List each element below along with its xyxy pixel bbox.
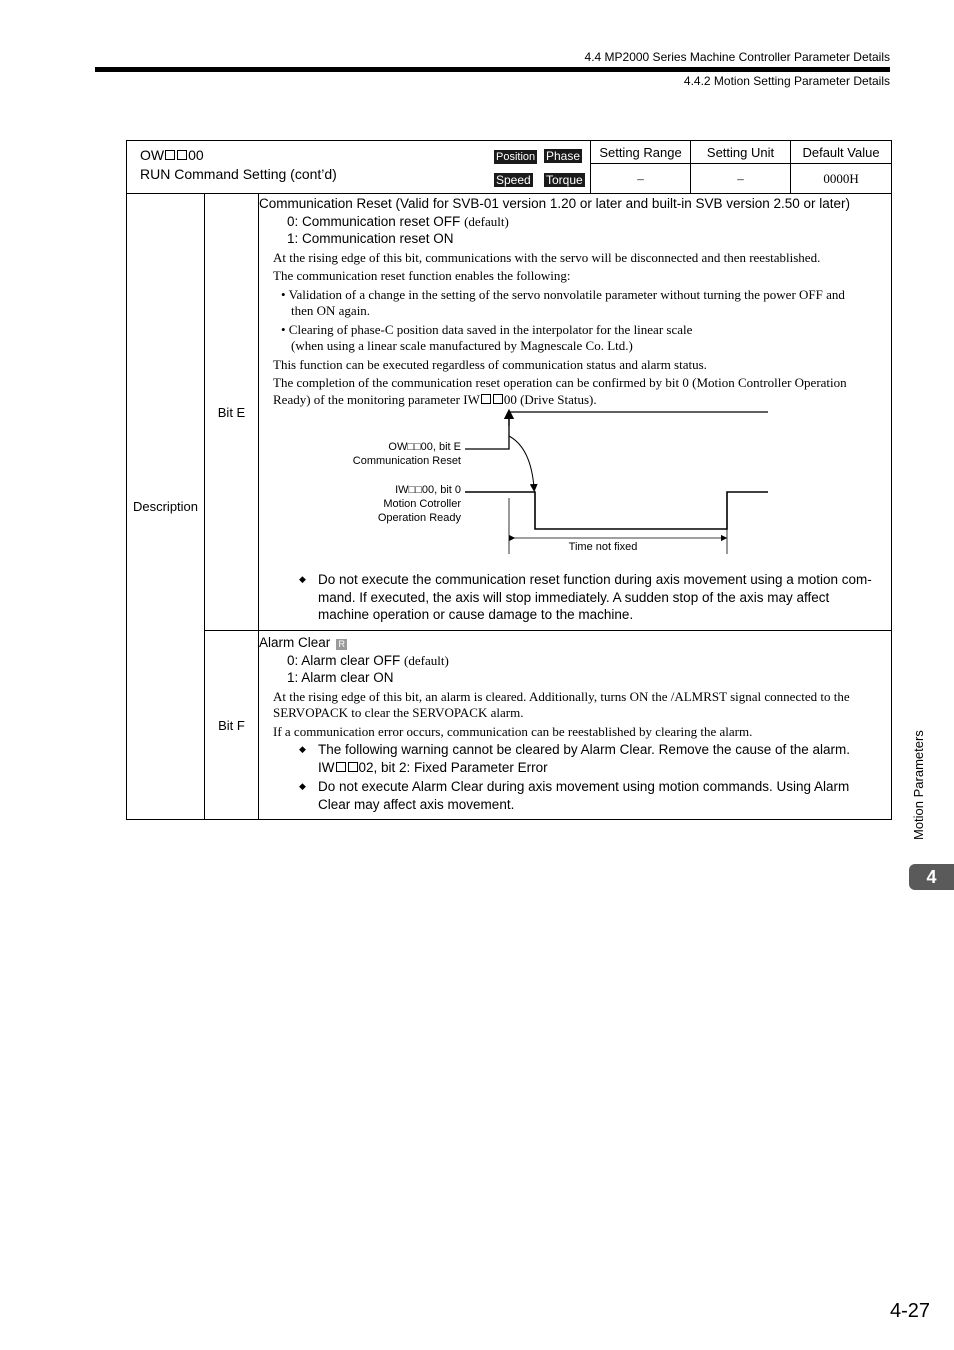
bit-e-option-1: 1: Communication reset ON: [287, 231, 454, 246]
bit-e-option-0: 0: Communication reset OFF (default): [287, 213, 509, 229]
setting-unit-value: –: [691, 164, 791, 194]
tag-phase: Phase: [546, 149, 581, 163]
col-header-setting-range: Setting Range: [591, 141, 691, 164]
bit-f-content: [259, 631, 892, 820]
col-header-setting-unit: Setting Unit: [691, 141, 791, 164]
bit-e-bullet-2b: (when using a linear scale manufactured by Magnescale Co. Ltd.): [291, 338, 633, 353]
tag-speed: Speed: [496, 173, 531, 187]
tag-torque: Torque: [546, 173, 583, 187]
bit-f-title: Alarm Clear R: [259, 634, 891, 652]
tag-position: Position: [496, 151, 536, 163]
bit-f-paragraph-1a: At the rising edge of this bit, an alarm is cleared. Additionally, turns ON the /ALMRST signal connected to the: [273, 688, 850, 704]
bit-e-bullet-1b: then ON again.: [291, 303, 371, 318]
bit-e-paragraph-2: The communication reset function enables the following:: [273, 268, 571, 283]
bit-e-label: Bit E: [205, 194, 259, 631]
chapter-tab: 4: [909, 864, 954, 890]
col-header-default-value: Default Value: [791, 141, 892, 164]
diamond-bullet-icon: ◆: [299, 744, 306, 754]
side-chapter-title: Motion Parameters: [911, 730, 926, 840]
reserved-r-badge-icon: R: [336, 639, 347, 650]
signal-1-label-line-2: Communication Reset: [352, 455, 461, 467]
bit-f-paragraph-2: If a communication error occurs, communication can be reestablished by clearing the alarm.: [273, 723, 753, 739]
signal-2-label-line-3: Operation Ready: [377, 512, 461, 524]
diamond-bullet-icon: ◆: [299, 781, 306, 791]
bit-e-content: [259, 194, 892, 631]
cause-arrow: [509, 436, 534, 488]
signal-1-waveform: [465, 412, 768, 449]
parameter-name: RUN Command Setting (cont’d): [140, 166, 337, 182]
bit-e-paragraph-3: This function can be executed regardless of communication status and alarm status.: [273, 356, 707, 372]
bit-f-paragraph-1b: SERVOPACK to clear the SERVOPACK alarm.: [273, 705, 524, 720]
header-subsection: 4.4.2 Motion Setting Parameter Details: [683, 74, 890, 88]
signal-1-label-line-1: OW□□00, bit E: [388, 441, 461, 453]
timing-chart: [253, 408, 873, 570]
bit-e-paragraph-4b: Ready) of the monitoring parameter IW 00 (Drive Status).: [273, 391, 597, 407]
bit-e-bullet-1a: • Validation of a change in the setting of the servo nonvolatile parameter without turning the power OFF and: [281, 286, 845, 302]
control-mode-tags: [494, 149, 588, 189]
bit-f-option-1: 1: Alarm clear ON: [287, 670, 394, 685]
parameter-table: [126, 140, 892, 820]
diamond-bullet-icon: ◆: [299, 574, 306, 584]
page-number: 4-27: [889, 1300, 930, 1322]
bit-e-bullet-2a: • Clearing of phase-C position data saved in the interpolator for the linear scale: [281, 321, 693, 337]
bit-e-warning-note: ◆ Do not execute the communication reset function during axis movement using a motion com- mand. If executed, the axis will stop immediately. A sudden stop of the axis may affect machine operation or cause damage to the machine.: [299, 572, 872, 622]
register-name: OW 00: [140, 147, 204, 163]
bit-e-title: Communication Reset (Valid for SVB-01 version 1.20 or later and built-in SVB version 2.50 or later): [259, 196, 851, 211]
default-value: 0000H: [791, 164, 892, 194]
time-span-label: Time not fixed: [568, 541, 638, 553]
bit-e-paragraph-4a: The completion of the communication reset operation can be confirmed by bit 0 (Motion Controller Operation: [273, 375, 847, 390]
bit-e-paragraph-1: At the rising edge of this bit, communications with the servo will be disconnected and then reestablished.: [273, 249, 821, 265]
description-label: Description: [127, 194, 205, 820]
signal-2-label-line-1: IW□□00, bit 0: [395, 484, 461, 496]
header-rule: [95, 67, 890, 72]
signal-2-waveform: [465, 492, 768, 529]
bit-f-option-0: 0: Alarm clear OFF (default): [287, 652, 449, 668]
bit-f-note-2: ◆ Do not execute Alarm Clear during axis movement using motion commands. Using Alarm Clear may affect axis movement.: [299, 779, 850, 812]
header-section: 4.4 MP2000 Series Machine Controller Parameter Details: [584, 50, 890, 64]
setting-range-value: –: [591, 164, 691, 194]
signal-2-label-line-2: Motion Cotroller: [383, 498, 461, 510]
bit-f-label: Bit F: [205, 631, 259, 820]
bit-f-note-1: ◆ The following warning cannot be cleared by Alarm Clear. Remove the cause of the alarm. IW 02, bit 2: Fixed Parameter Error: [299, 742, 851, 775]
